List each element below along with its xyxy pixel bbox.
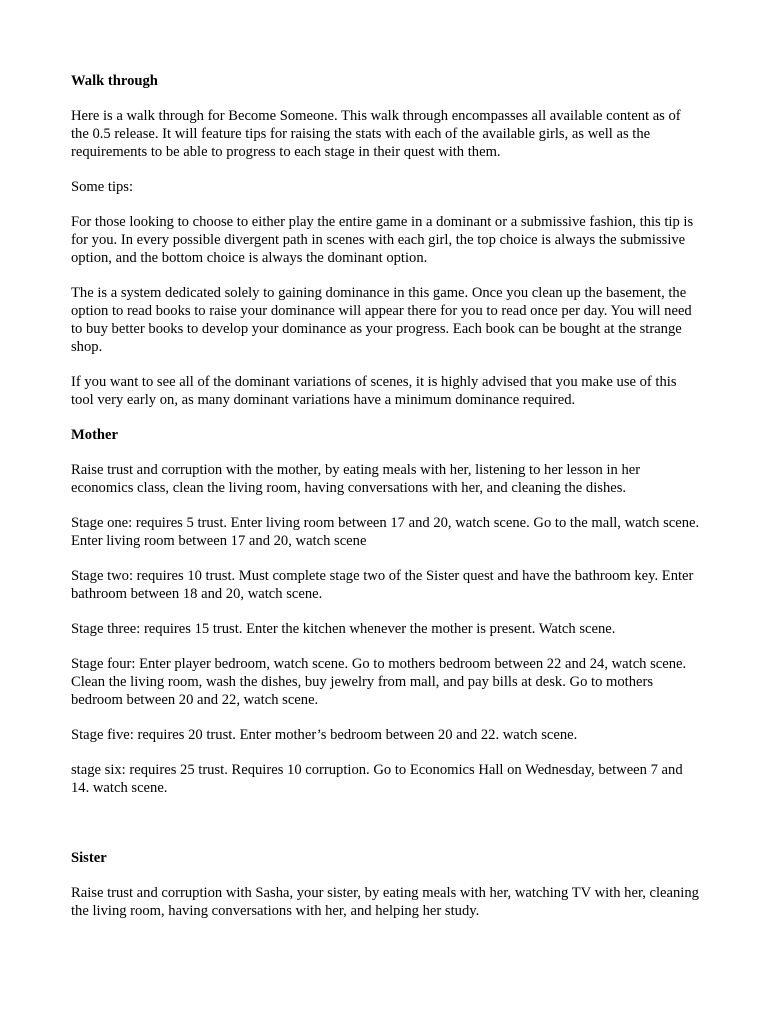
tips-heading: Some tips: <box>71 179 134 195</box>
mother-stage-paragraph: Stage four: Enter player bedroom, watch scene. Go to mothers bedroom between 22 and 24, watch scene. Clean the living room, wash the dishes, buy jewelry from mall, and pay bills at desk. Go to mothers bedroom between 20 and 22, watch scene. <box>71 656 687 708</box>
mother-stage-paragraph: Stage five: requires 20 trust. Enter mother’s bedroom between 20 and 22. watch scene. <box>71 727 578 743</box>
page-title: Walk through <box>71 73 158 89</box>
section-heading-mother: Mother <box>71 427 119 443</box>
sister-intro-paragraph: Raise trust and corruption with Sasha, your sister, by eating meals with her, watching TV with her, cleaning the living room, having conversations with her, and helping her study. <box>71 885 699 919</box>
section-spacer <box>71 814 701 849</box>
mother-stage-paragraph: Stage two: requires 10 trust. Must complete stage two of the Sister quest and have the bathroom key. Enter bathroom between 18 and 20, watch scene. <box>71 568 694 602</box>
tip-paragraph: The is a system dedicated solely to gaining dominance in this game. Once you clean up the basement, the option to read books to raise your dominance will appear there for you to read once per day. You will need to buy better books to develop your dominance as your progress. Each book can be bought at the strange shop. <box>71 285 692 355</box>
mother-stage-paragraph: Stage three: requires 15 trust. Enter the kitchen whenever the mother is present. Watch scene. <box>71 621 616 637</box>
mother-stage-paragraph: stage six: requires 25 trust. Requires 10 corruption. Go to Economics Hall on Wednesday, between 7 and 14. watch scene. <box>71 762 683 796</box>
mother-stage-paragraph: Stage one: requires 5 trust. Enter living room between 17 and 20, watch scene. Go to the mall, watch scene. Enter living room between 17 and 20, watch scene <box>71 515 700 549</box>
intro-paragraph: Here is a walk through for Become Someone. This walk through encompasses all available content as of the 0.5 release. It will feature tips for raising the stats with each of the available girls, as well as the requirements to be able to progress to each stage in their quest with them. <box>71 108 681 160</box>
mother-intro-paragraph: Raise trust and corruption with the mother, by eating meals with her, listening to her lesson in her economics class, clean the living room, having conversations with her, and cleaning the dishes. <box>71 462 641 496</box>
tip-paragraph: For those looking to choose to either play the entire game in a dominant or a submissive fashion, this tip is for you. In every possible divergent path in scenes with each girl, the top choice is always the submissive option, and the bottom choice is always the dominant option. <box>71 214 694 266</box>
section-heading-sister: Sister <box>71 850 107 866</box>
tip-paragraph: If you want to see all of the dominant variations of scenes, it is highly advised that you make use of this tool very early on, as many dominant variations have a minimum dominance required. <box>71 374 677 408</box>
document-page <box>71 72 701 937</box>
